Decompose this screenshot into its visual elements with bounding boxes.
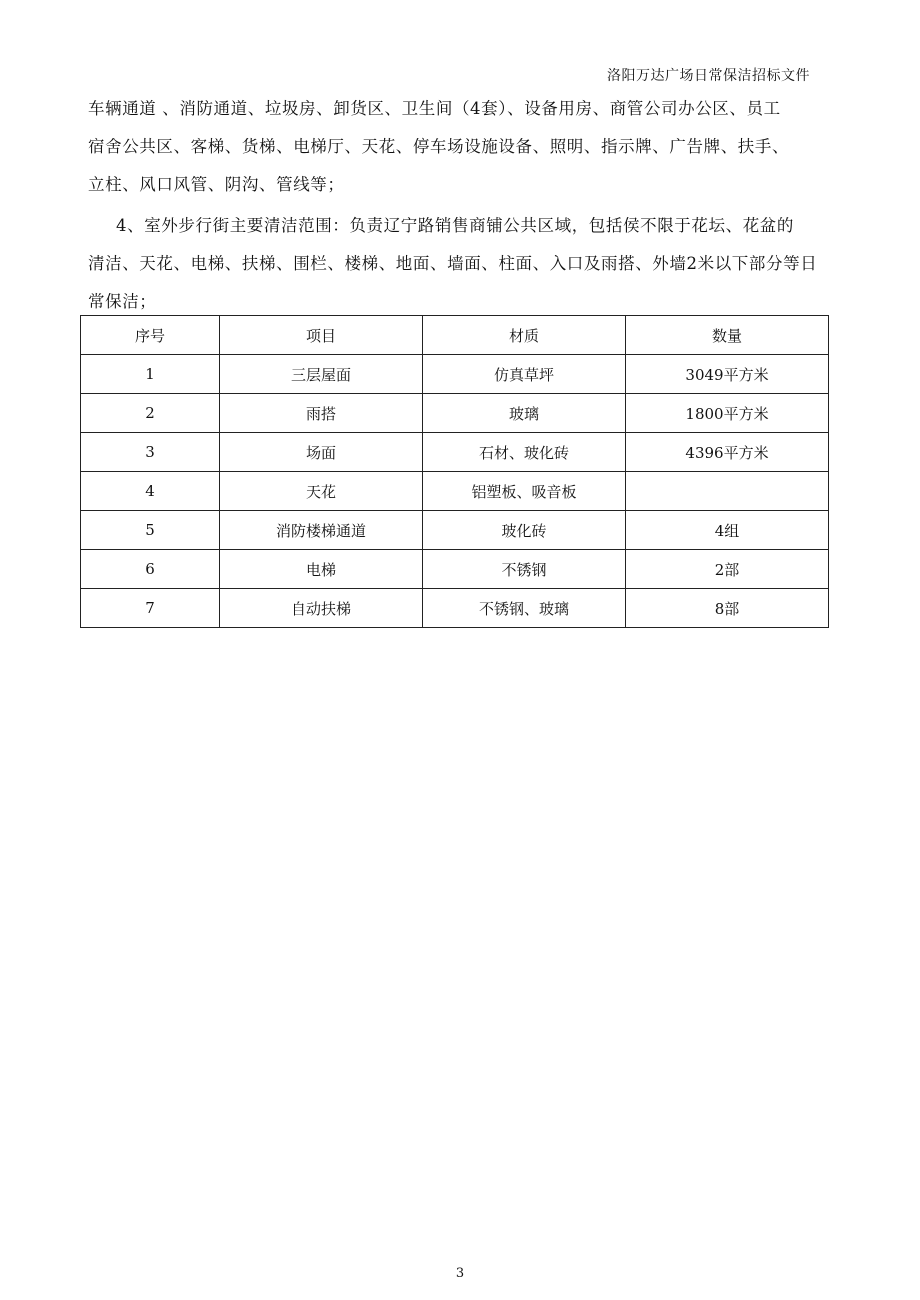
table-row (81, 472, 829, 511)
cleaning-scope-table (80, 315, 829, 628)
table-row (81, 433, 829, 472)
cell-index: 2 (81, 394, 220, 433)
paragraph-line: 立柱、风口风管、阴沟、管线等； (88, 175, 345, 194)
cell-material: 玻璃 (423, 394, 626, 433)
table-row (81, 550, 829, 589)
cell-material: 玻化砖 (423, 511, 626, 550)
paragraph-line: 4、室外步行街主要清洁范围：负责辽宁路销售商铺公共区域，包括侯不限于花坛、花盆的 (116, 216, 794, 235)
table-header-row (81, 316, 829, 355)
cell-quantity: 4396平方米 (626, 433, 829, 472)
cell-index: 3 (81, 433, 220, 472)
document-header: 洛阳万达广场日常保洁招标文件 (607, 68, 810, 84)
table-row (81, 394, 829, 433)
cell-material: 仿真草坪 (423, 355, 626, 394)
cell-index: 4 (81, 472, 220, 511)
header-cell-material: 材质 (423, 316, 626, 355)
cell-quantity: 3049平方米 (626, 355, 829, 394)
page-number: 3 (455, 1266, 465, 1281)
header-cell-item: 项目 (220, 316, 423, 355)
cell-material: 铝塑板、吸音板 (423, 472, 626, 511)
scope-paragraph-indoor (88, 90, 858, 204)
table-row (81, 511, 829, 550)
header-cell-quantity: 数量 (626, 316, 829, 355)
paragraph-line: 车辆通道 、消防通道、垃圾房、卸货区、卫生间（4套）、设备用房、商管公司办公区、员工 (88, 99, 781, 118)
cell-index: 7 (81, 589, 220, 628)
table-row (81, 589, 829, 628)
cell-item: 消防楼梯通道 (220, 511, 423, 550)
cell-quantity: 2部 (626, 550, 829, 589)
cell-index: 6 (81, 550, 220, 589)
cell-quantity: 8部 (626, 589, 829, 628)
cell-item: 场面 (220, 433, 423, 472)
cell-quantity (626, 472, 829, 511)
cell-quantity: 4组 (626, 511, 829, 550)
cell-item: 天花 (220, 472, 423, 511)
paragraph-line: 清洁、天花、电梯、扶梯、围栏、楼梯、地面、墙面、柱面、入口及雨搭、外墙2米以下部分等日 (88, 254, 818, 273)
cell-item: 电梯 (220, 550, 423, 589)
cell-item: 自动扶梯 (220, 589, 423, 628)
cell-material: 不锈钢 (423, 550, 626, 589)
cell-quantity: 1800平方米 (626, 394, 829, 433)
table-row (81, 355, 829, 394)
cell-item: 雨搭 (220, 394, 423, 433)
cell-material: 石材、玻化砖 (423, 433, 626, 472)
scope-paragraph-outdoor (88, 207, 858, 321)
cell-index: 1 (81, 355, 220, 394)
cell-item: 三层屋面 (220, 355, 423, 394)
cell-index: 5 (81, 511, 220, 550)
cell-material: 不锈钢、玻璃 (423, 589, 626, 628)
header-cell-index: 序号 (81, 316, 220, 355)
paragraph-line: 常保洁； (88, 292, 157, 311)
paragraph-line: 宿舍公共区、客梯、货梯、电梯厅、天花、停车场设施设备、照明、指示牌、广告牌、扶手、 (88, 137, 790, 156)
